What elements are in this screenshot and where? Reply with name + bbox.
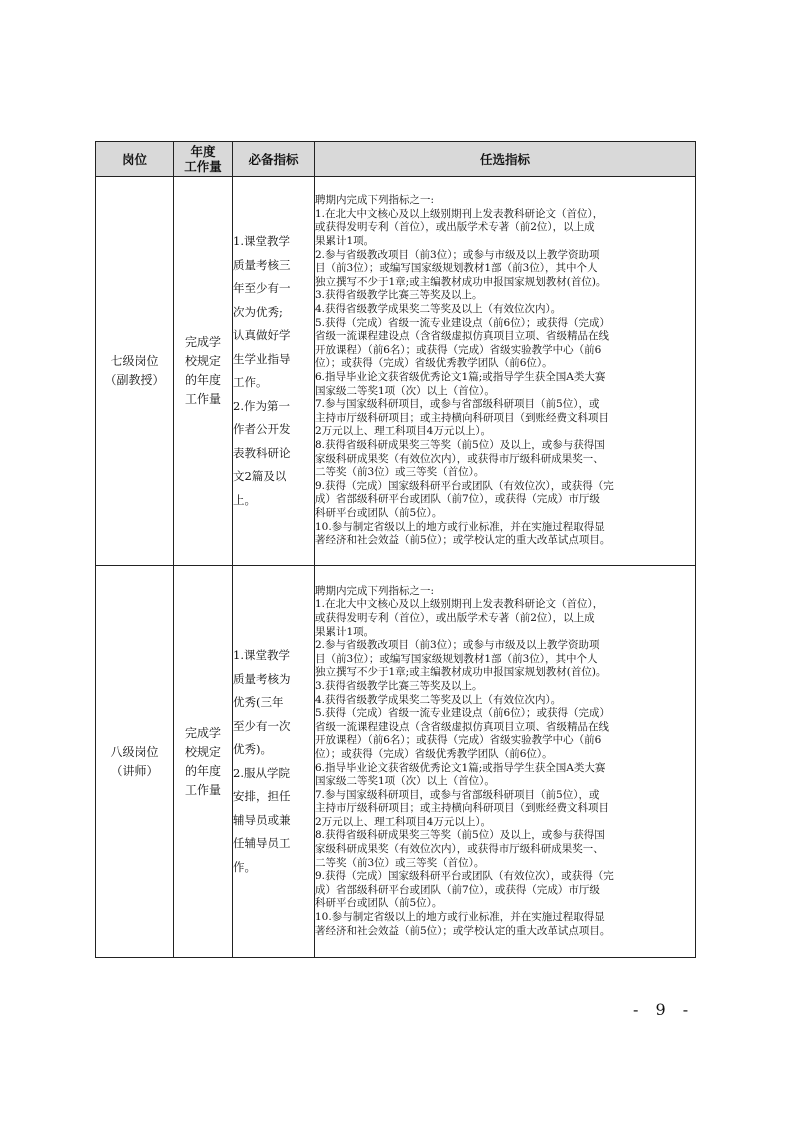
cell-line: 1.课堂教学 [233,648,290,662]
cell-line: 4.获得省级教学成果奖二等奖及以上（有效位次内）。 [315,693,562,706]
header-optional-label: 任选指标 [479,151,530,167]
required-cell [233,566,315,958]
cell-line: 至少有一次 [233,718,291,733]
cell-line: 2.参与省级教改项目（前3位）；或参与市级及以上教学资助项 [315,639,600,652]
post-rank: （副教授） [104,373,165,387]
cell-line: 年至少有一 [233,281,291,295]
cell-line: 质量考核三 [233,257,291,272]
table-header-row [96,142,696,177]
header-workload-line1: 年度 [190,144,216,159]
cell-line: 作者公开发 [233,422,291,436]
cell-line: 8.获得省级科研成果奖三等奖（前5位）及以上，或参与获得国 [315,438,605,451]
cell-line: 校规定 [184,354,221,368]
cell-line: 成）省部级科研平台或团队（前7位），或获得（完成）市厅级 [315,883,600,896]
post-title: 七级岗位 [110,354,159,368]
cell-line: 安排，担任 [233,789,291,803]
post-title: 八级岗位 [110,744,159,759]
cell-line: 目（前3位）；或编写国家级规划教材1部（前3位），其中个人 [315,262,598,275]
required-cell [233,177,315,566]
cell-line: 果累计1项。 [315,235,375,248]
cell-line: 2万元以上、理工科项目4万元以上）。 [315,425,492,438]
cell-line: 作。 [233,859,256,874]
cell-line: 认真做好学 [233,328,291,342]
table-row [96,566,696,958]
cell-line: 2.服从学院 [233,765,290,780]
cell-line: 果累计1项。 [315,625,375,638]
post-criteria-table [95,141,696,958]
cell-line: 文2篇及以 [233,469,287,483]
header-post-label: 岗位 [121,151,147,167]
cell-line: 主持市厅级科研项目；或主持横向科研项目（到账经费文科项目 [315,411,609,424]
cell-line: 工作量 [184,392,221,406]
cell-line: 表教科研论 [233,445,291,460]
cell-line: 家级科研成果奖（有效位次内），或获得市厅级科研成果奖一、 [315,843,604,856]
optional-cell [315,177,696,566]
cell-line: 位）；或获得（完成）省级优秀教学团队（前6位）。 [315,357,553,370]
cell-line: 10.参与制定省级以上的地方或行业标准，并在实施过程取得显 [315,911,605,924]
workload-cell [174,566,233,958]
cell-line: 工作。 [233,375,268,389]
cell-line: 优秀(三年 [233,695,284,709]
cell-line: 生学业指导 [233,351,291,366]
cell-line: 完成学 [184,335,221,349]
cell-line: 二等奖（前3位）或三等奖（首位）。 [315,856,485,869]
cell-line: 工作量 [184,782,221,797]
cell-line: 7.参与国家级科研项目，或参与省部级科研项目（前5位），或 [315,788,600,801]
cell-line: 任辅导员工 [233,836,291,850]
cell-line: 独立撰写不少于1章;或主编教材成功申报国家规划教材(首位)。 [315,666,607,679]
cell-line: 的年度 [184,763,221,778]
cell-line: 2.参与省级教改项目（前3位）；或参与市级及以上教学资助项 [315,248,600,261]
post-cell [96,566,174,958]
page-number: - 9 - [633,1000,695,1019]
cell-line: 优秀)。 [233,742,272,756]
cell-line: 4.获得省级教学成果奖二等奖及以上（有效位次内）。 [315,303,562,316]
cell-line: 家级科研成果奖（有效位次内），或获得市厅级科研成果奖一、 [315,452,604,465]
header-required-label: 必备指标 [248,151,299,167]
cell-line: 6.指导毕业论文获省级优秀论文1篇;或指导学生获全国A类大赛 [315,761,606,774]
cell-line: 独立撰写不少于1章;或主编教材成功申报国家规划教材(首位)。 [315,275,607,288]
cell-line: 6.指导毕业论文获省级优秀论文1篇;或指导学生获全国A类大赛 [315,371,606,383]
cell-line: 辅导员或兼 [233,812,291,827]
cell-line: 开放课程）（前6名）；或获得（完成）省级实验教学中心（前6 [315,343,602,356]
cell-line: 上。 [233,492,256,507]
header-optional [315,142,696,177]
table-row [96,177,696,566]
cell-line: 二等奖（前3位）或三等奖（首位）。 [315,466,485,479]
post-rank: （讲师） [110,763,159,778]
cell-line: 次为优秀; [233,304,283,319]
cell-line: 5.获得（完成）省级一流专业建设点（前6位）；或获得（完成） [315,707,610,720]
cell-line: 聘期内完成下列指标之一: [315,584,435,597]
header-required [233,142,315,177]
cell-line: 3.获得省级教学比赛三等奖及以上。 [315,679,483,692]
cell-line: 3.获得省级教学比赛三等奖及以上。 [315,289,483,302]
header-workload [174,142,233,177]
cell-line: 5.获得（完成）省级一流专业建设点（前6位）；或获得（完成） [315,316,610,329]
cell-line: 著经济和社会效益（前5位）；或学校认定的重大改革试点项目。 [315,924,611,937]
cell-line: 科研平台或团队（前5位）。 [315,506,443,519]
cell-line: 9.获得（完成）国家级科研平台或团队（有效位次），或获得（完 [315,870,614,883]
workload-cell [174,177,233,566]
cell-line: 8.获得省级科研成果奖三等奖（前5位）及以上，或参与获得国 [315,829,605,842]
cell-line: 成）省部级科研平台或团队（前7位），或获得（完成）市厅级 [315,493,600,506]
optional-cell [315,566,696,958]
cell-line: 位）；或获得（完成）省级优秀教学团队（前6位）。 [315,747,553,760]
cell-line: 9.获得（完成）国家级科研平台或团队（有效位次），或获得（完 [315,479,614,492]
cell-line: 国家级二等奖1项（次）以上（首位）。 [315,384,495,397]
cell-line: 聘期内完成下列指标之一: [315,194,435,207]
cell-line: 省级一流课程建设点（含省级虚拟仿真项目立项、省级精品在线 [315,720,609,733]
cell-line: 10.参与制定省级以上的地方或行业标准，并在实施过程取得显 [315,520,605,533]
cell-line: 1.在北大中文核心及以上级别期刊上发表教科研论文（首位）， [315,207,604,220]
post-cell [96,177,174,566]
cell-line: 主持市厅级科研项目；或主持横向科研项目（到账经费文科项目 [315,802,609,815]
cell-line: 或获得发明专利（首位），或出版学术专著（前2位），以上成 [315,221,595,234]
header-post [96,142,174,177]
cell-line: 完成学 [184,725,221,740]
cell-line: 著经济和社会效益（前5位）；或学校认定的重大改革试点项目。 [315,534,611,547]
cell-line: 省级一流课程建设点（含省级虚拟仿真项目立项、省级精品在线 [315,330,609,343]
cell-line: 开放课程）（前6名）；或获得（完成）省级实验教学中心（前6 [315,734,602,747]
cell-line: 7.参与国家级科研项目，或参与省部级科研项目（前5位），或 [315,398,600,411]
cell-line: 2.作为第一 [233,398,290,413]
cell-line: 1.在北大中文核心及以上级别期刊上发表教科研论文（首位）， [315,598,604,611]
cell-line: 2万元以上、理工科项目4万元以上）。 [315,815,492,828]
cell-line: 校规定 [184,744,221,759]
cell-line: 的年度 [184,373,221,387]
cell-line: 国家级二等奖1项（次）以上（首位）。 [315,775,495,788]
cell-line: 1.课堂教学 [233,234,290,248]
cell-line: 科研平台或团队（前5位）。 [315,897,443,910]
cell-line: 目（前3位）；或编写国家级规划教材1部（前3位），其中个人 [315,652,598,665]
cell-line: 质量考核为 [233,671,291,686]
cell-line: 或获得发明专利（首位），或出版学术专著（前2位），以上成 [315,611,595,624]
header-workload-line2: 工作量 [184,159,222,174]
